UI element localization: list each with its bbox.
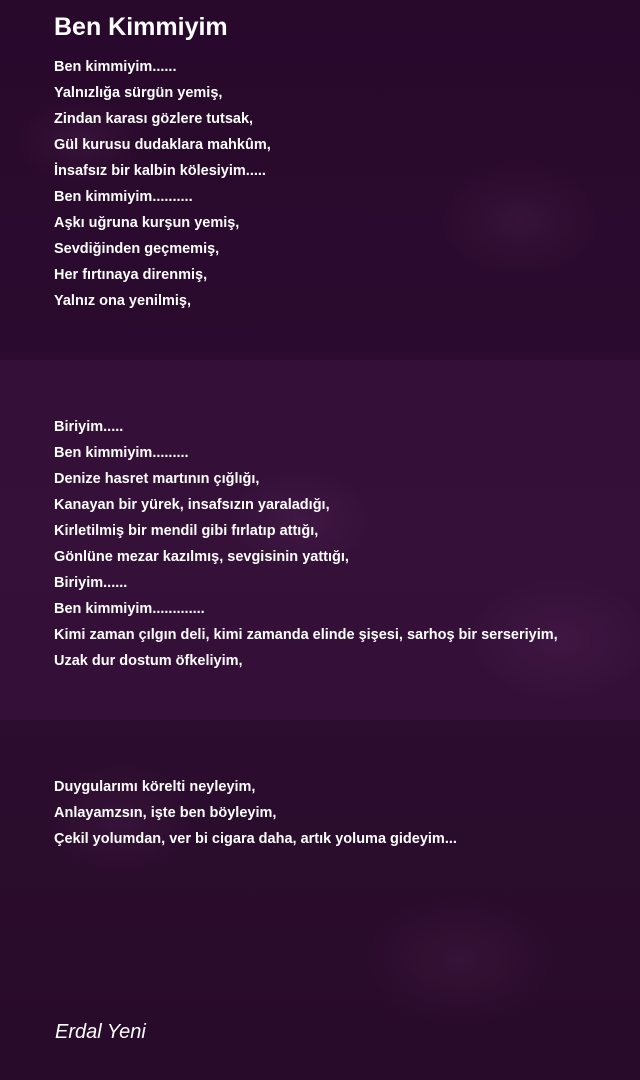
poem-line: Yalnız ona yenilmiş, — [54, 293, 191, 309]
poem-line: Zindan karası gözlere tutsak, — [54, 111, 254, 127]
stanza-2 — [54, 414, 624, 674]
poem-line: Uzak dur dostum öfkeliyim, — [54, 653, 243, 669]
poem-line: Duygularımı körelti neyleyim, — [54, 779, 256, 795]
poem-line: Gül kurusu dudaklara mahkûm, — [54, 137, 271, 153]
poem-line: Denize hasret martının çığlığı, — [54, 471, 260, 487]
stanza-1 — [54, 54, 624, 314]
poem-line: Ben kimmiyim...... — [54, 59, 177, 75]
poem-line: Aşkı uğruna kurşun yemiş, — [54, 215, 240, 231]
poem-line: Kanayan bir yürek, insafsızın yaraladığı, — [54, 497, 330, 513]
poem-author: Erdal Yeni — [55, 1021, 146, 1043]
poem-line: Ben kimmiyim.......... — [54, 189, 193, 205]
poem-line: Her fırtınaya direnmiş, — [54, 267, 208, 283]
poem-line: Kimi zaman çılgın deli, kimi zamanda elinde şişesi, sarhoş bir serseriyim, — [54, 627, 558, 643]
poem-title: Ben Kimmiyim — [54, 13, 228, 41]
poem-line: Sevdiğinden geçmemiş, — [54, 241, 220, 257]
poem-line: Biriyim..... — [54, 419, 124, 435]
stanza-3 — [54, 774, 624, 852]
poem-line: Anlayamzsın, işte ben böyleyim, — [54, 805, 277, 821]
poem-line: Yalnızlığa sürgün yemiş, — [54, 85, 223, 101]
poem-line: Kirletilmiş bir mendil gibi fırlatıp attığı, — [54, 523, 319, 539]
poem-line: İnsafsız bir kalbin kölesiyim..... — [54, 163, 266, 179]
poem-line: Çekil yolumdan, ver bi cigara daha, artık yoluma gideyim... — [54, 831, 457, 847]
poem-line: Ben kimmiyim............. — [54, 601, 205, 617]
poem-line: Ben kimmiyim......... — [54, 445, 189, 461]
poem-line: Biriyim...... — [54, 575, 128, 591]
poem-line: Gönlüne mezar kazılmış, sevgisinin yattığı, — [54, 549, 349, 565]
